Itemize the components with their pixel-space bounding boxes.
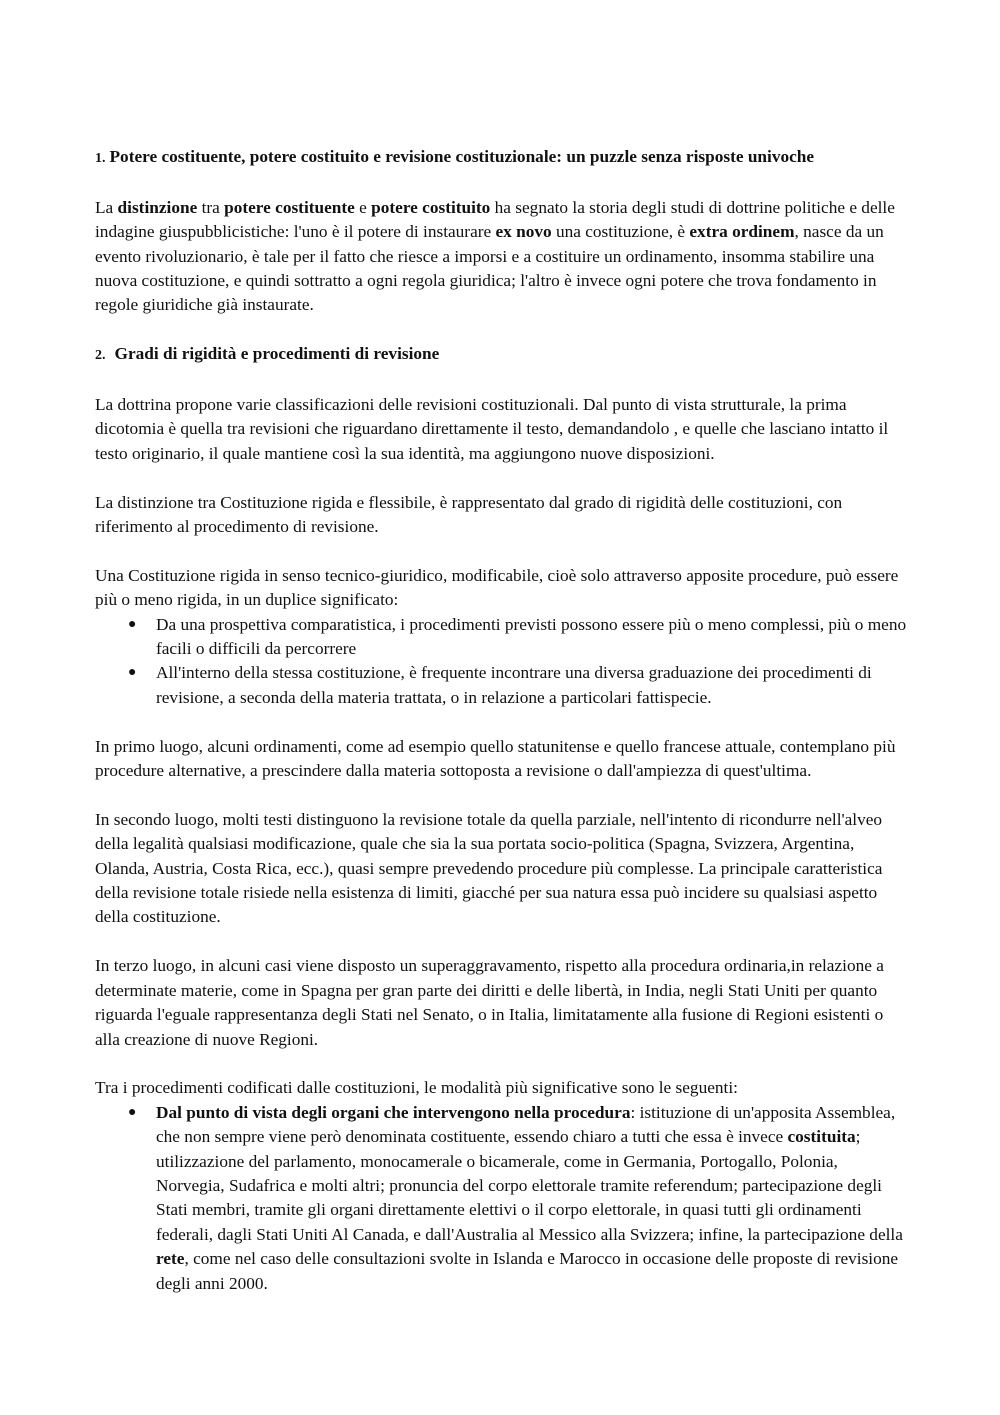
bold-term: potere costituente: [224, 197, 355, 217]
bold-term: extra ordinem: [689, 222, 795, 242]
bullet-icon: ●: [128, 1104, 137, 1120]
text-run: : istituzione di un'apposita Assemblea, che non sempre viene però denominata costituente, essendo chiaro a tutti che essa è invece: [156, 1102, 896, 1147]
section-1-title: Potere costituente, potere costituito e revisione costituzionale: un puzzle senza risposte univoche: [109, 147, 815, 166]
section-1-heading: [95, 145, 910, 171]
section-2-heading: [95, 342, 910, 368]
list-item-text: All'interno della stessa costituzione, è frequente incontrare una diversa graduazione dei procedimenti di revisione, a seconda della materia trattata, o in relazione a particolari fattispecie.: [156, 663, 872, 707]
section-1-number: 1.: [95, 151, 106, 166]
bold-term: ex novo: [495, 222, 552, 242]
bold-term: Dal punto di vista degli organi che intervengono nella procedura: [156, 1102, 631, 1122]
text-run: La: [95, 197, 118, 217]
paragraph-classificazioni: La dottrina propone varie classificazioni delle revisioni costituzionali. Dal punto di vista strutturale, la prima dicotomia è quella tra revisioni che riguardano direttamente il testo, demandandolo , e quelle che lasciano intatto il testo originario, il quale mantiene così la sua identità, ma aggiungono nuove disposizioni.: [95, 395, 889, 463]
text-run: ; utilizzazione del parlamento, monocamerale o bicamerale, come in Germania, Portogallo, Polonia, Norvegia, Sudafrica e molti altri; pronuncia del corpo elettorale tramite referendum; partecipazione degli Stati membri, tramite gli organi direttamente elettivi o il corpo elettorale, in quasi tutti gli ordinamenti federali, dagli Stati Uniti Al Canada, e dall'Australia al Messico alla Svizzera; infine, la partecipazione della: [156, 1127, 903, 1244]
bold-term: costituita: [787, 1127, 856, 1147]
text-run: e: [354, 197, 372, 217]
section-2-number: 2.: [95, 348, 106, 364]
paragraph-secondo-luogo: In secondo luogo, molti testi distinguono la revisione totale da quella parziale, nell'intento di ricondurre nell'alveo della legalità qualsiasi modificazione, quale che sia la sua portata socio-politica (Spagna, Svizzera, Argentina, Olanda, Austria, Costa Rica, ecc.), quasi sempre prevedendo procedure più complesse. La principale caratteristica della revisione totale risiede nella esistenza di limiti, giacché per sua natura essa può incidere su qualsiasi aspetto della costituzione.: [95, 809, 883, 927]
text-run: tra: [197, 197, 225, 217]
rigidity-bullet-list: [95, 613, 910, 711]
list-item: [95, 613, 910, 662]
paragraph-terzo-luogo: In terzo luogo, in alcuni casi viene disposto un superaggravamento, rispetto alla procedura ordinaria,in relazione a determinate materie, come in Spagna per gran parte dei diritti e delle libertà, in India, negli Stati Uniti per quanto riguarda l'eguale rappresentanza degli Stati nel Senato, o in Italia, limitatamente alla fusione di Regioni esistenti o alla creazione di nuove Regioni.: [95, 956, 884, 1049]
bullet-icon: ●: [128, 616, 137, 632]
list-item-text: Da una prospettiva comparatistica, i procedimenti previsti possono essere più o meno complessi, più o meno facili o difficili da percorrere: [156, 614, 907, 659]
bullet-icon: ●: [128, 665, 137, 681]
paragraph-rigida-flessibile: La distinzione tra Costituzione rigida e flessibile, è rappresentato dal grado di rigidità delle costituzioni, con riferimento al procedimento di revisione.: [95, 492, 843, 537]
paragraph-procedimenti-codificati: Tra i procedimenti codificati dalle costituzioni, le modalità più significative sono le seguenti:: [95, 1078, 738, 1098]
list-item: [95, 661, 910, 710]
procedures-bullet-list: [95, 1101, 910, 1296]
bold-term: distinzione: [117, 197, 198, 217]
text-run: ha segnato la storia degli studi di dottrine politiche e delle indagine giuspubblicistiche: l'uno è il potere di instaurare: [95, 197, 895, 242]
document-page: [95, 145, 910, 1296]
bold-term: rete: [156, 1249, 185, 1269]
text-run: , nasce da un evento rivoluzionario, è tale per il fatto che riesce a imporsi e a costituire un ordinamento, insomma stabilire una nuova costituzione, e quindi sottratto a ogni regola giuridica; l'altro è invece ogni potere che trova fondamento in regole giuridiche già instaurate.: [95, 222, 884, 315]
list-item: [95, 1101, 910, 1296]
text-run: una costituzione, è: [551, 222, 690, 242]
paragraph-primo-luogo: In primo luogo, alcuni ordinamenti, come ad esempio quello statunitense e quello francese attuale, contemplano più procedure alternative, a prescindere dalla materia sottoposta a revisione o dall'ampiezza di quest'ultima.: [95, 736, 896, 781]
section-2-title: Gradi di rigidità e procedimenti di revisione: [114, 344, 440, 364]
text-run: , come nel caso delle consultazioni svolte in Islanda e Marocco in occasione delle proposte di revisione degli anni 2000.: [156, 1249, 899, 1293]
bold-term: potere costituito: [371, 197, 491, 217]
section-1-paragraph: [95, 196, 910, 318]
paragraph-costituzione-rigida: Una Costituzione rigida in senso tecnico-giuridico, modificabile, cioè solo attraverso apposite procedure, può essere più o meno rigida, in un duplice significato:: [95, 565, 899, 610]
